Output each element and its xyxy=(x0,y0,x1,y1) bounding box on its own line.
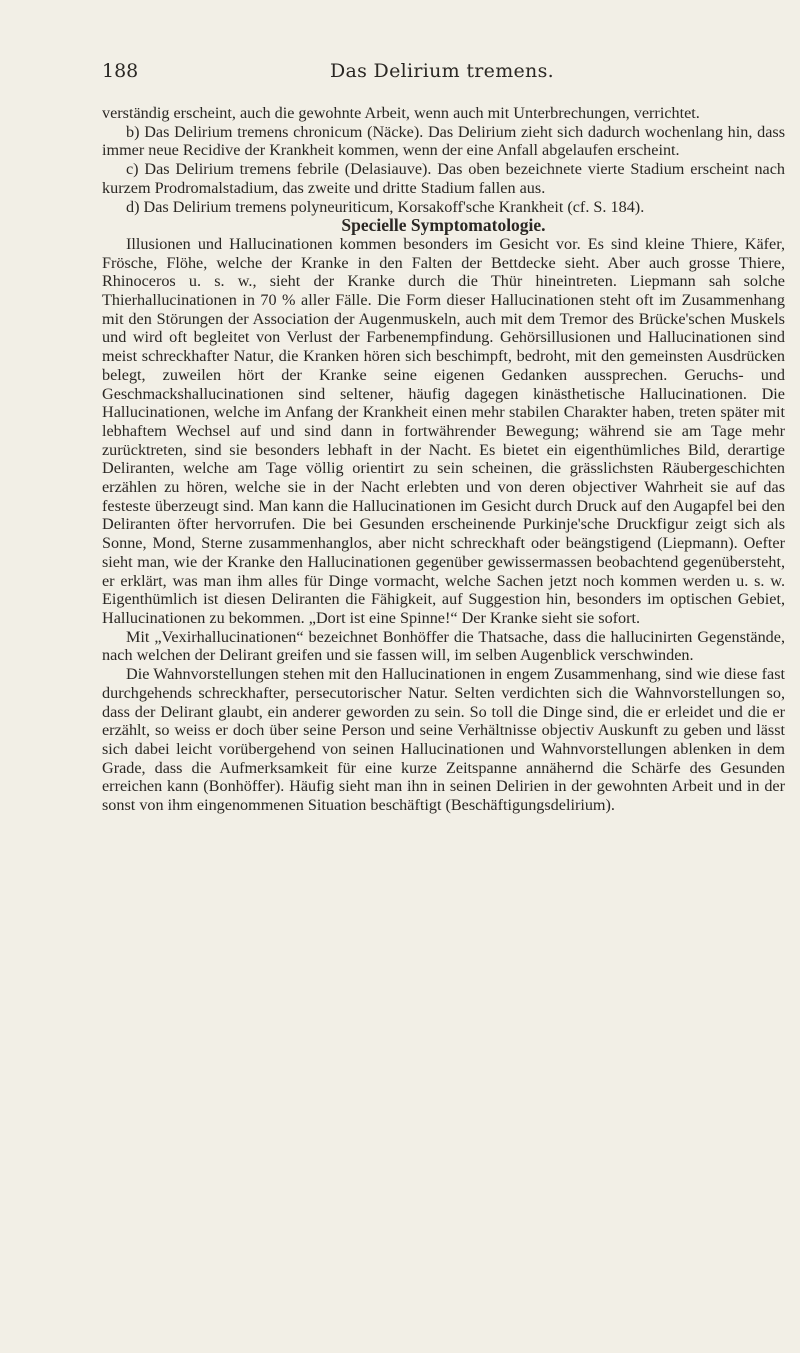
paragraph-continuation: verständig erscheint, auch die gewohnte Arbeit, wenn auch mit Unterbrechungen, verrichtet. xyxy=(102,104,700,122)
running-head: Das Delirium tremens. xyxy=(330,60,554,82)
body-text xyxy=(102,104,785,815)
page-number: 188 xyxy=(102,60,139,82)
paragraph-item-c: c) Das Delirium tremens febrile (Delasiauve). Das oben bezeichnete vierte Stadium erscheint nach kurzem Prodromalstadium, das zweite und dritte Stadium fallen aus. xyxy=(102,160,785,197)
paragraph-wahn: Die Wahnvorstellungen stehen mit den Hallucinationen in engem Zusammenhang, sind wie diese fast durchgehends schreckhafter, persecutorischer Natur. Selten verdichten sich die Wahnvorstellungen so, dass der Delirant glaubt, ein anderer geworden zu sein. So toll die Dinge sind, die er erleidet und die er erzählt, so weiss er doch über seine Person und seine Verhältnisse objectiv Auskunft zu geben und lässt sich dabei leicht vorübergehend von seinen Hallucinationen und Wahnvorstellungen ablenken in dem Grade, dass die Aufmerksamkeit für eine kurze Zeitspanne annähernd die Schärfe des Gesunden erreichen kann (Bonhöffer). Häufig sieht man ihn in seinen Delirien in der gewohnten Arbeit und in der sonst von ihm eingenommenen Situation beschäftigt (Beschäftigungsdelirium). xyxy=(102,665,785,815)
paragraph-vexir: Mit „Vexirhallucinationen“ bezeichnet Bonhöffer die Thatsache, dass die hallucinirten Gegenstände, nach welchen der Delirant greifen und sie fassen will, im selben Augenblick verschwinden. xyxy=(102,627,785,665)
paragraph-item-d: d) Das Delirium tremens polyneuriticum, Korsakoff'sche Krankheit (cf. S. 184). xyxy=(126,197,645,216)
paragraph-item-b: b) Das Delirium tremens chronicum (Näcke). Das Delirium zieht sich dadurch wochenlang hin, dass immer neue Recidive der Krankheit kommen, wenn der eine Anfall abgelaufen erscheint. xyxy=(102,122,785,160)
paragraph-illusions: Illusionen und Hallucinationen kommen besonders im Gesicht vor. Es sind kleine Thiere, Käfer, Frösche, Flöhe, welche der Kranke in den Falten der Bettdecke sieht. Aber auch grosse Thiere, Rhinoceros u. s. w., sieht der Kranke durch die Thür hineintreten. Liepmann sah solche Thierhallucinationen in 70 % aller Fälle. Die Form dieser Hallucinationen steht oft im Zusammenhang mit den Störungen der Association der Augenmuskeln, auch mit dem Tremor des Brücke'schen Muskels und wird oft begleitet von Verlust der Farbenempfindung. Gehörsillusionen und Hallucinationen sind meist schreckhafter Natur, die Kranken hören sich beschimpft, bedroht, mit den gemeinsten Ausdrücken belegt, zuweilen hört der Kranke seine eigenen Gedanken aussprechen. Geruchs- und Geschmackshallucinationen sind seltener, häufig dagegen kinästhetische Hallucinationen. Die Hallucinationen, welche im Anfang der Krankheit einen mehr stabilen Charakter haben, treten später mit lebhaftem Wechsel auf und sind dann in fortwährender Bewegung; während sie am Tage mehr zurücktreten, sind sie besonders lebhaft in der Nacht. Es bietet ein eigenthümliches Bild, derartige Deliranten, welche am Tage völlig orientirt zu sein scheinen, die grässlichsten Räubergeschichten erzählen zu hören, welche sie in der Nacht erlebten und von deren objectiver Wahrheit sie auf das festeste überzeugt sind. Man kann die Hallucinationen im Gesicht durch Druck auf den Augapfel bei den Deliranten öfter hervorrufen. Die bei Gesunden erscheinende Purkinje'sche Druckfigur zeigt sich als Sonne, Mond, Sterne zusammenhanglos, aber nicht schreckhaft oder beängstigend (Liepmann). Oefter sieht man, wie der Kranke den Hallucinationen gegenüber gewissermassen beobachtend gegenübersteht, er erklärt, was man ihm alles für Dinge vormacht, welche Sachen jetzt noch kommen werden u. s. w. Eigenthümlich ist diesen Deliranten die Fähigkeit, auf Suggestion hin, besonders im optischen Gebiet, Hallucinationen zu bekommen. „Dort ist eine Spinne!“ Der Kranke sieht sie sofort. xyxy=(102,234,785,627)
page-header xyxy=(102,60,782,90)
section-heading: Specielle Symptomatologie. xyxy=(341,215,546,236)
